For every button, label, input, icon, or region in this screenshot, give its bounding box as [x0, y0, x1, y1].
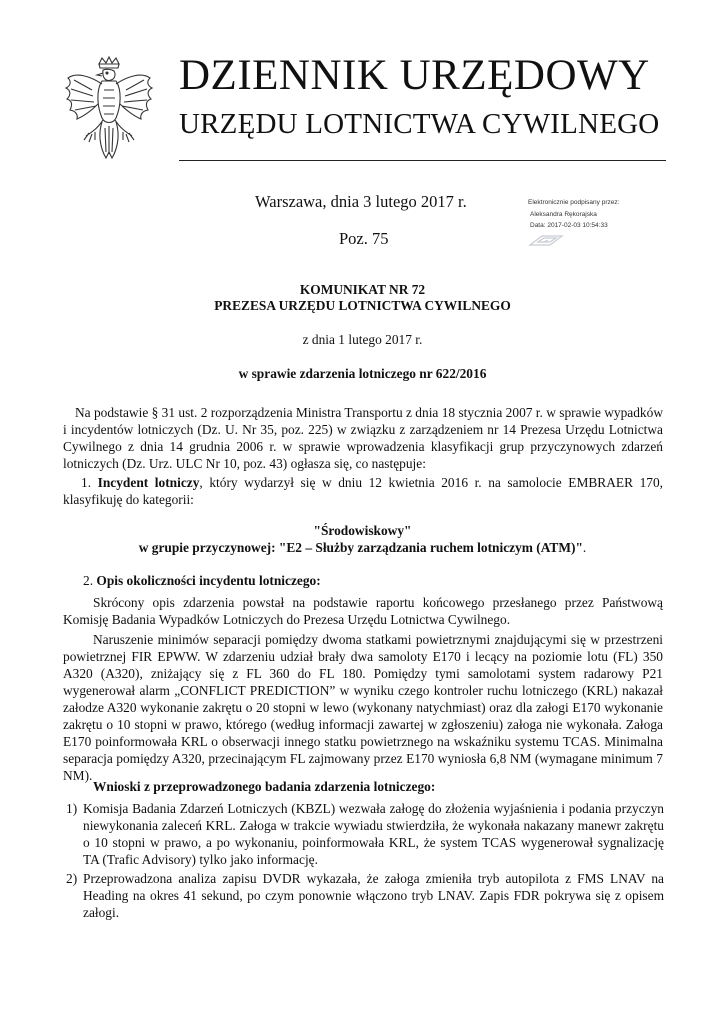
- masthead-title: DZIENNIK URZĘDOWY: [179, 52, 650, 99]
- electronic-signature: [528, 197, 668, 232]
- signature-label: Elektronicznie podpisany przez:: [528, 199, 620, 206]
- signature-date: Data: 2017-02-03 10:54:33: [530, 222, 608, 229]
- section-2-number: 2.: [83, 573, 94, 588]
- category-name: "Środowiskowy": [313, 523, 412, 538]
- list-item: [66, 870, 664, 921]
- conclusion-2-text: Przeprowadzona analiza zapisu DVDR wykazała, że załoga zmieniła tryb autopilota z FMS LNAV na Heading na okres 41 sekund, po czym ponownie włączono tryb LNAV. Zapis FDR pokrywa się z opisem załogi.: [83, 871, 664, 920]
- intro-paragraph: [63, 404, 663, 472]
- section-1-number: 1.: [81, 475, 92, 490]
- signature-signer: Aleksandra Rękorajska: [530, 210, 597, 218]
- signature-check-icon: [528, 233, 564, 249]
- section-1: [63, 474, 663, 508]
- description-text-1: Skrócony opis zdarzenia powstał na podstawie raportu końcowego przesłanego przez Państwową Komisję Badania Wypadków Lotniczych do Prezesa Urzędu Lotnictwa Cywilnego.: [63, 595, 663, 627]
- list-item: [66, 800, 664, 868]
- position-number: Poz. 75: [339, 229, 389, 248]
- document-title-line2: PREZESA URZĘDU LOTNICTWA CYWILNEGO: [214, 298, 511, 313]
- conclusion-1-number: 1): [66, 801, 78, 816]
- section-2-heading: Opis okoliczności incydentu lotniczego:: [96, 573, 321, 588]
- section-1-text: , który wydarzył się w dniu 12 kwietnia 2016 r. na samolocie EMBRAER 170, klasyfikuję do kategorii:: [63, 475, 663, 507]
- category-group-suffix: .: [582, 540, 587, 555]
- category-group: [0, 540, 725, 556]
- masthead-subtitle: URZĘDU LOTNICTWA CYWILNEGO: [179, 108, 660, 140]
- description-paragraph-2: [63, 631, 663, 784]
- document-subject: w sprawie zdarzenia lotniczego nr 622/2016: [238, 366, 487, 381]
- conclusions-heading: Wnioski z przeprowadzonego badania zdarzenia lotniczego:: [93, 779, 436, 794]
- masthead-divider: [179, 160, 666, 161]
- document-date: z dnia 1 lutego 2017 r.: [302, 332, 423, 347]
- conclusion-2-number: 2): [66, 871, 78, 886]
- description-text-2: Naruszenie minimów separacji pomiędzy dwoma statkami powietrznymi znajdującymi się w przestrzeni powietrznej FIR EPWW. W zdarzeniu udział brały dwa samoloty E170 i lecący na poziomie lotu (FL) 350 A320 (A320), zniżający się z FL 360 do FL 180. Pomiędzy tymi samolotami system radarowy P21 wygenerował alarm „CONFLICT PREDICTION” w wyniku czego kontroler ruchu lotniczego (KRL) nakazał załodze A320 wykonanie zakrętu o 20 stopni w lewo (wykonany natychmiast) oraz dla załogi E170 wykonanie zakrętu o 10 stopni w prawo, którego (według informacji zawartej w zgłoszeniu) załoga nie wykonała. Załoga E170 poinformowała KRL o obserwacji innego statku powietrznego na wskaźniku systemu TCAS. Minimalna separacja pomiędzy A320, przecinającym FL zajmowany przez E170 wyniosła 6,8 NM (wymagane minimum 7 NM).: [63, 632, 663, 783]
- category-group-text: w grupie przyczynowej: "E2 – Służby zarządzania ruchem lotniczym (ATM)": [138, 540, 583, 555]
- issue-date: Warszawa, dnia 3 lutego 2017 r.: [255, 192, 467, 211]
- document-title-line1: KOMUNIKAT NR 72: [299, 282, 426, 297]
- intro-text: Na podstawie § 31 ust. 2 rozporządzenia Ministra Transportu z dnia 18 stycznia 2007 r. w sprawie wypadków i incydentów lotniczych (Dz. U. Nr 35, poz. 225) w związku z zarządzeniem nr 14 Prezesa Urzędu Lotnictwa Cywilnego z dnia 14 grudnia 2006 r. w sprawie wprowadzenia klasyfikacji grup przyczynowych zdarzeń lotniczych (Dz. Urz. ULC Nr 10, poz. 43) ogłasza się, co następuje:: [63, 405, 663, 471]
- conclusion-1-text: Komisja Badania Zdarzeń Lotniczych (KBZL) wezwała załogę do złożenia wyjaśnienia i podania przyczyn niewykonania zaleceń KRL. Załoga w trakcie wywiadu stwierdziła, że wykonała nakazany manewr zakrętu o 10 stopni w prawo, a po wykonaniu, poinformowała KRL, że system TCAS wygenerował sygnalizację TA (Trafic Advisory) tylko jako informację.: [83, 801, 664, 867]
- eagle-emblem-icon: [62, 56, 156, 164]
- section-2-heading-row: [83, 572, 663, 589]
- description-paragraph-1: [63, 594, 663, 628]
- section-1-heading: Incydent lotniczy: [97, 475, 200, 490]
